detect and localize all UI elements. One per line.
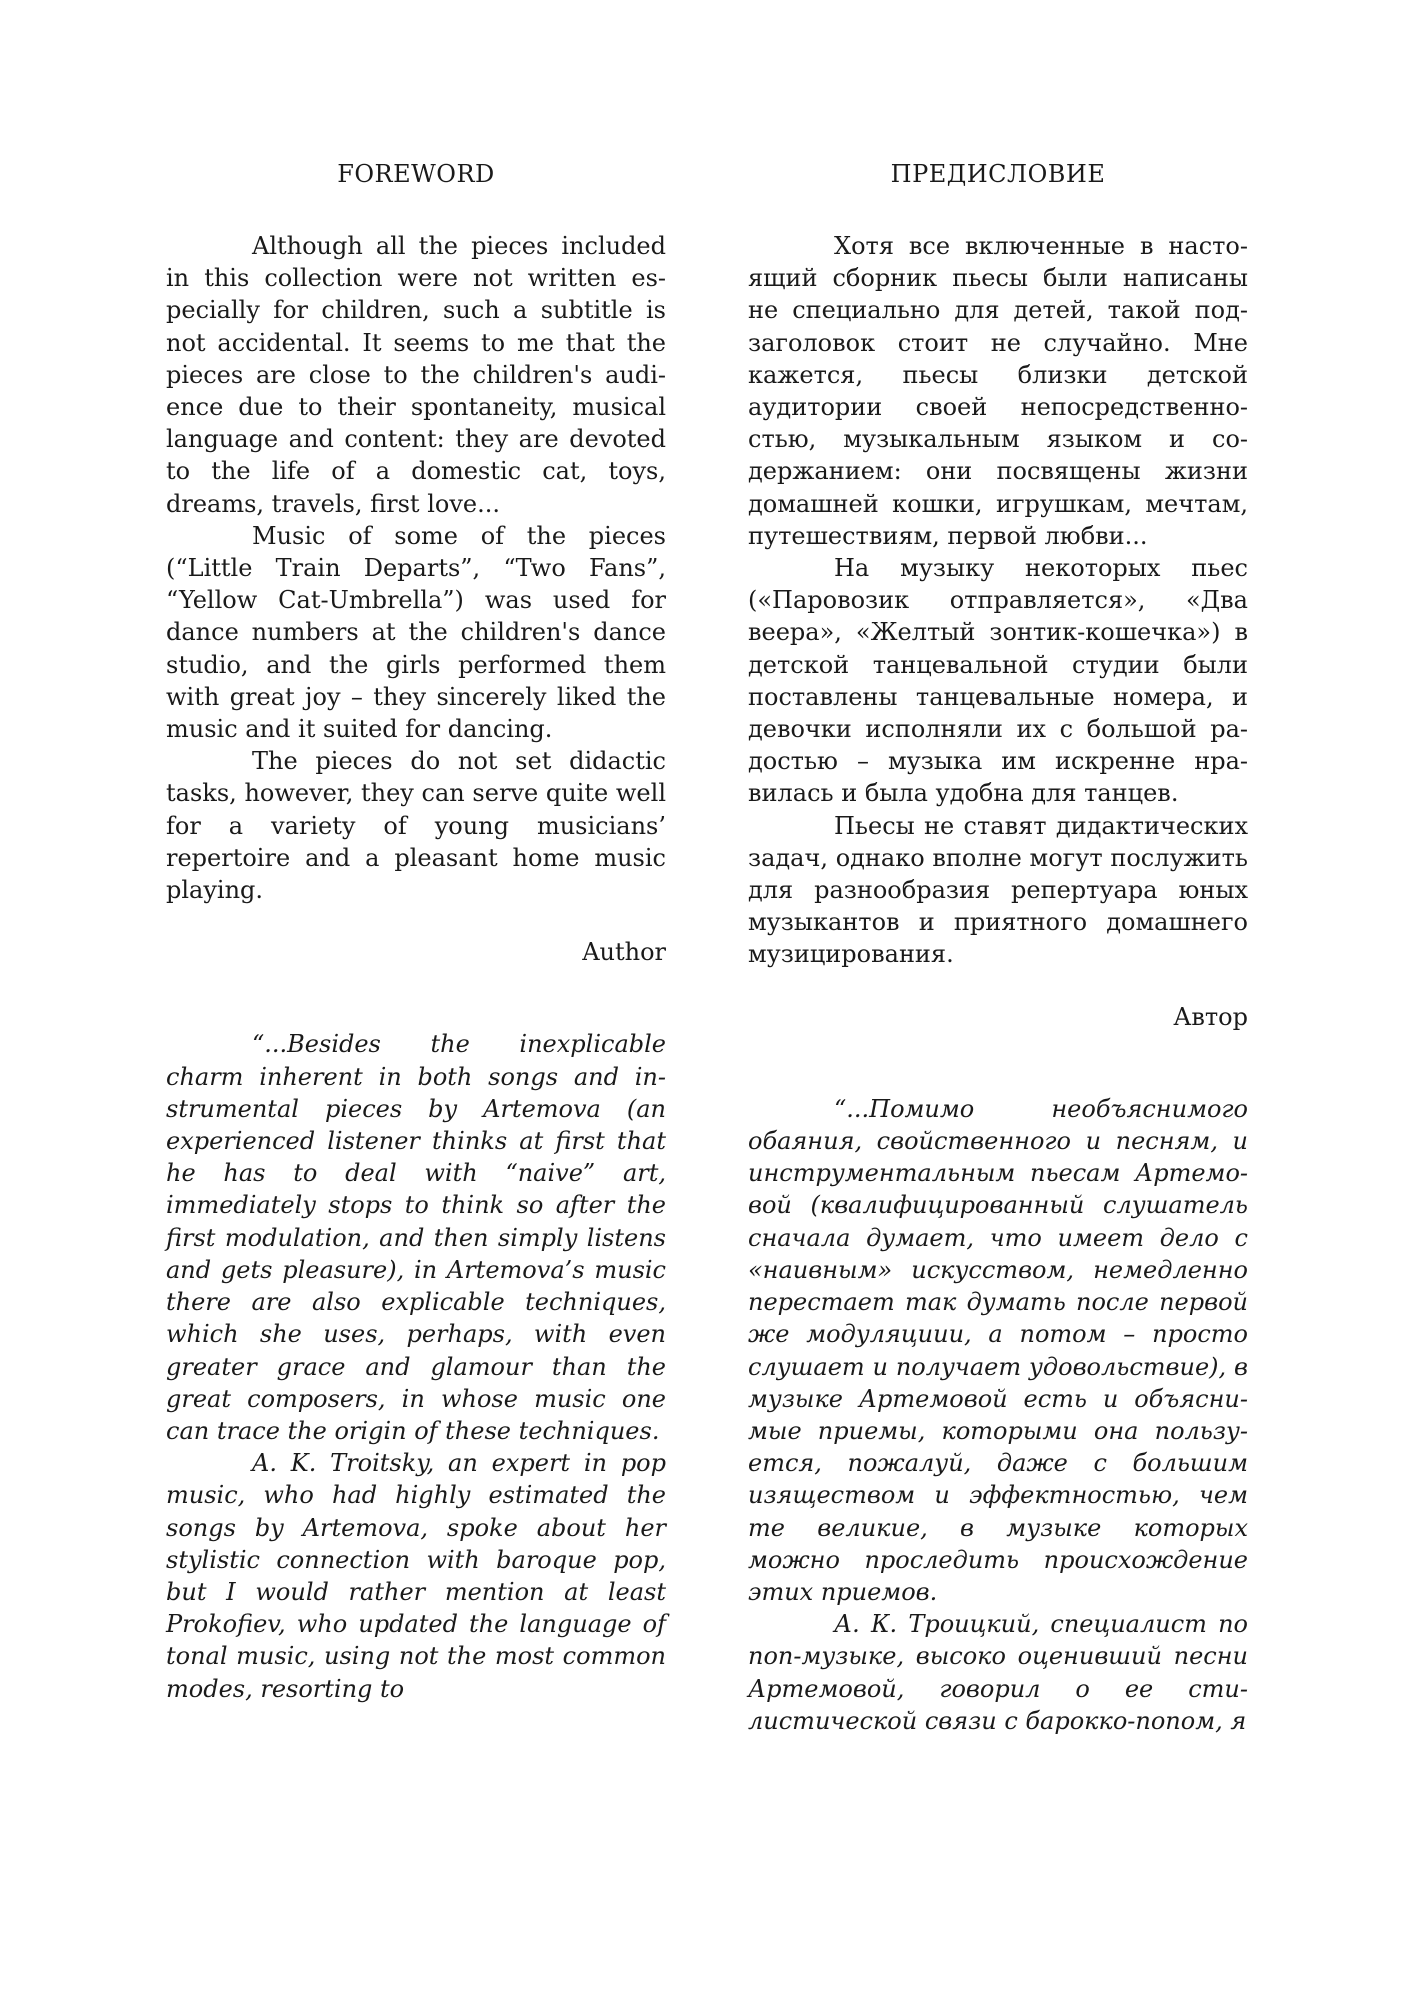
predislovie-paragraph-3: Пьесы не ставят дидактических задач, однако вполне могут послужить для разнообразия репертуара юных музыкантов и приятного домашнего музицирования. [748, 811, 1248, 969]
predislovie-title: ПРЕДИСЛОВИЕ [890, 160, 1106, 188]
foreword-signature: Author [582, 938, 666, 967]
english-column [166, 158, 666, 1705]
ru-quote-paragraph-1: “...Помимо необъяснимого обаяния, свойственного и песням, и инструментальным пьесам Артемовой (квалифицированный слушатель сначала думает, что имеет дело с «наивным» искусством, немедленно перестает так думать после первой же модуляциии, а потом – просто слушает и получает удовольствие), в музыке Артемовой есть и объяснимые приемы, которыми она пользуется, пожалуй, даже с большим изяществом и эффектностью, чем те великие, в музыке которых можно проследить происхождение этих приемов. [748, 1094, 1248, 1606]
russian-column [748, 158, 1248, 1737]
predislovie-signature: Автор [1173, 1002, 1248, 1031]
foreword-paragraph-2: Music of some of the pieces (“Little Train Departs”, “Two Fans”, “Yellow Cat-Umbrella”) was used for dance numbers at the children's dance studio, and the girls performed them with great joy – they sincerely liked the music and it suited for dancing. [166, 521, 666, 744]
foreword-paragraph-3: The pieces do not set didactic tasks, however, they can serve quite well for a variety of young musicians’ repertoire and a pleasant home music playing. [166, 747, 666, 905]
quote-paragraph-1: “...Besides the inexplicable charm inherent in both songs and instrumental pieces by Artemova (an experienced listener thinks at first that he has to deal with “naive” art, immediately stops to think so after the first modulation, and then simply listens and gets pleasure), in Artemova’s music there are also explicable techniques, which she uses, perhaps, with even greater grace and glamour than the great composers, in whose music one can trace the origin of these techniques. [166, 1030, 666, 1445]
foreword-title: FOREWORD [337, 160, 495, 188]
quote-paragraph-2: A. K. Troitsky, an expert in pop music, who had highly estimated the songs by Artemova, spoke about her stylistic connection with baroque pop, but I would rather mention at least Prokofiev, who updated the language of tonal music, using not the most common modes, resorting to [166, 1449, 666, 1703]
predislovie-paragraph-1: Хотя все включенные в настоящий сборник пьесы были написаны не специально для детей, такой подзаголовок стоит не случайно. Мне кажется, пьесы близки детской аудитории своей непосредственностью, музыкальным языком и содержанием: они посвящены жизни домашней кошки, игрушкам, мечтам, путешествиям, первой любви... [748, 232, 1248, 550]
russian-quote [748, 1093, 1248, 1737]
english-quote [166, 1028, 666, 1704]
ru-quote-paragraph-2: А. К. Троицкий, специалист по поп-музыке, высоко оценивший песни Артемовой, говорил о ее стилистической связи с барокко-попом, я [748, 1610, 1248, 1735]
foreword-paragraph-1: Although all the pieces included in this collection were not written especially for children, such a subtitle is not accidental. It seems to me that the pieces are close to the children's audience due to their spontaneity, musical language and content: they are devoted to the life of a domestic cat, toys, dreams, travels, first love... [166, 232, 666, 518]
predislovie-paragraph-2: На музыку некоторых пьес («Паровозик отправляется», «Два веера», «Желтый зонтик-кошечка») в детской танцевальной студии были поставлены танцевальные номера, и девочки исполняли их с большой радостью – музыка им искренне нравилась и была удобна для танцев. [748, 554, 1248, 808]
